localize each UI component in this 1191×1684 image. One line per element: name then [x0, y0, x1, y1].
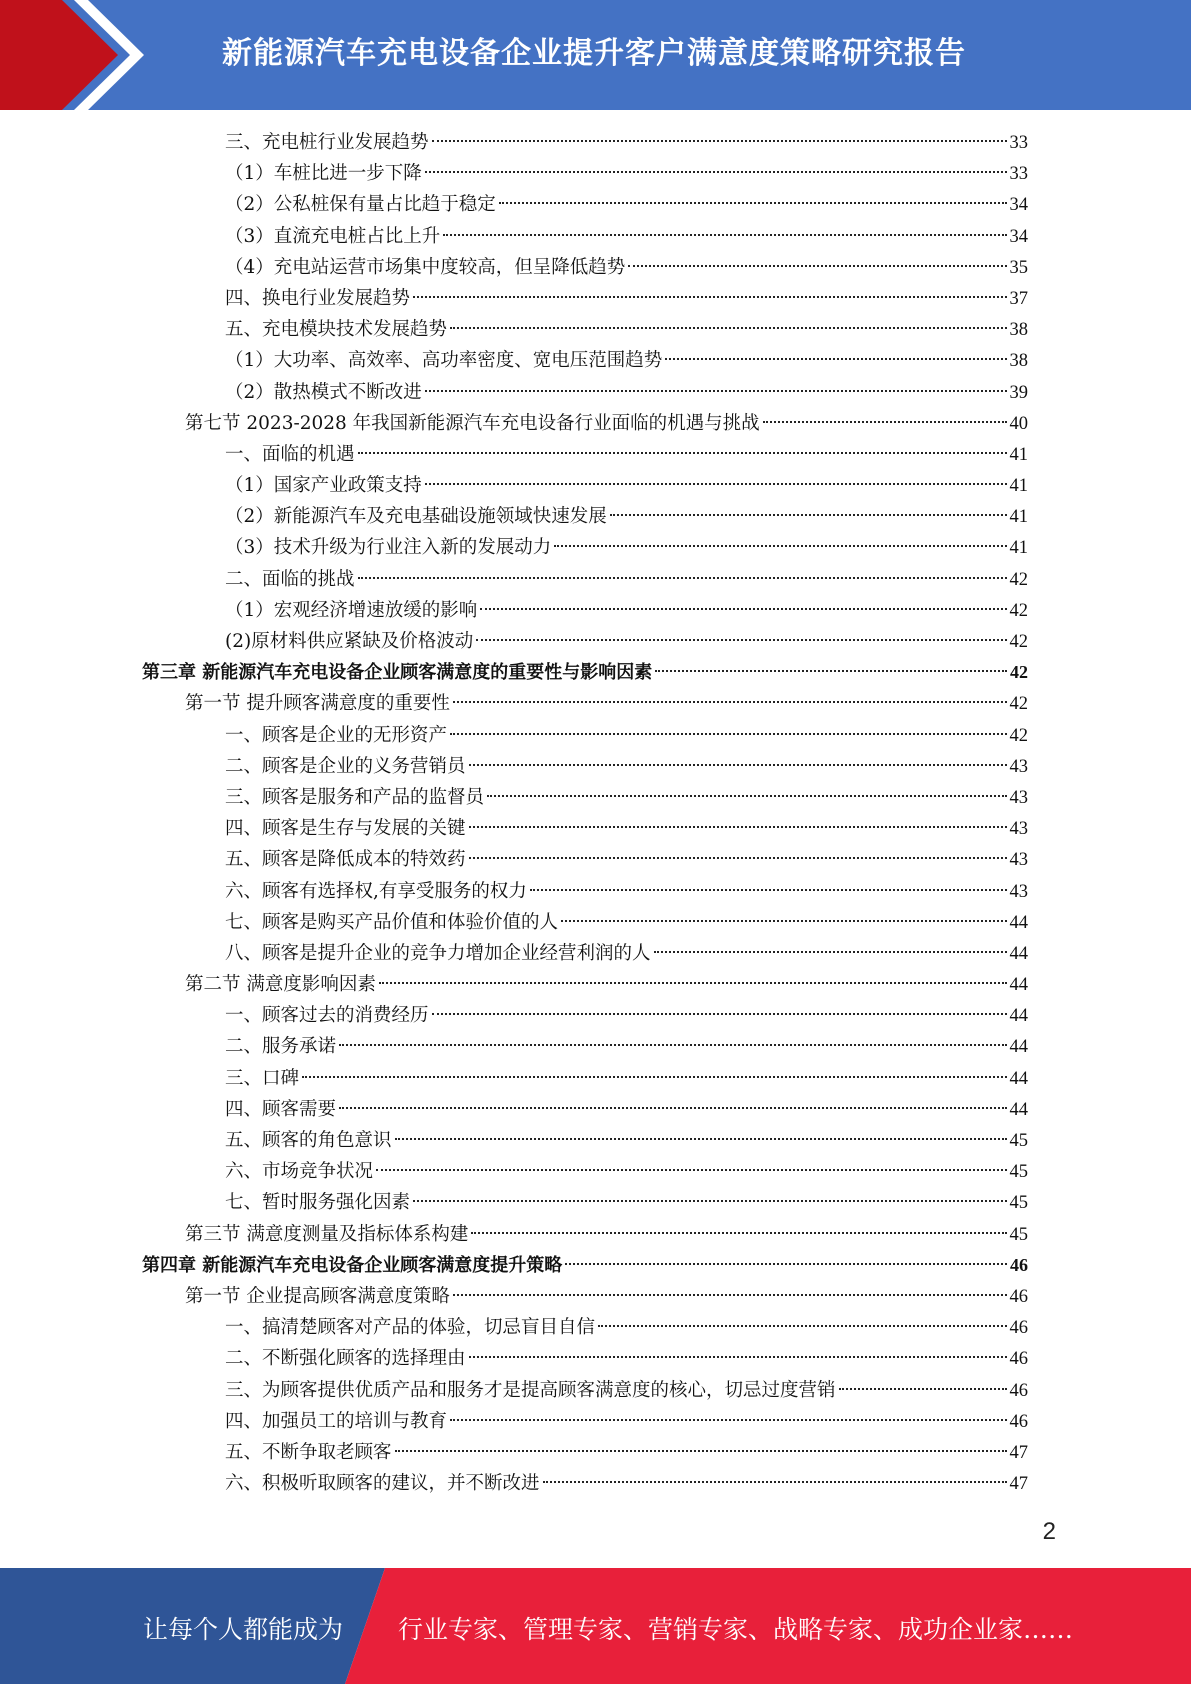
toc-dot-leader [543, 1481, 1007, 1483]
toc-entry-title: 一、面临的机遇 [225, 443, 355, 465]
toc-dot-leader [450, 327, 1006, 329]
toc-subsection-entry[interactable] [140, 1156, 1028, 1187]
toc-entry-title: 六、顾客有选择权,有享受服务的权力 [225, 880, 527, 902]
toc-entry-page-number: 45 [1009, 1162, 1028, 1183]
toc-entry-title: 五、不断争取老顾客 [225, 1441, 392, 1463]
toc-subsection-entry[interactable] [140, 626, 1028, 657]
footer-slogan-left: 让每个人都能成为 [143, 1615, 344, 1644]
toc-entry-page-number: 44 [1009, 943, 1028, 964]
toc-entry-page-number: 47 [1009, 1474, 1028, 1495]
toc-entry-page-number: 40 [1009, 413, 1028, 434]
toc-dot-leader [471, 1232, 1006, 1234]
toc-subsection-entry[interactable] [140, 782, 1028, 813]
toc-entry-page-number: 42 [1009, 694, 1028, 715]
toc-subsection-entry[interactable] [140, 1094, 1028, 1125]
toc-section-entry[interactable] [140, 1281, 1028, 1312]
toc-dot-leader [839, 1388, 1007, 1390]
toc-entry-title: 五、充电模块技术发展趋势 [225, 319, 448, 341]
toc-entry-title: 六、市场竞争状况 [225, 1161, 374, 1183]
toc-dot-leader [339, 1107, 1006, 1109]
toc-entry-title: （2）公私桩保有量占比趋于稳定 [225, 194, 496, 216]
toc-entry-title: 二、面临的挑战 [225, 568, 355, 590]
toc-dot-leader [598, 1325, 1006, 1327]
toc-dot-leader [443, 234, 1006, 236]
toc-dot-leader [530, 889, 1007, 891]
toc-dot-leader [480, 608, 1006, 610]
toc-subsection-entry[interactable] [140, 720, 1028, 751]
toc-entry-title: （1）宏观经济增速放缓的影响 [225, 599, 478, 621]
toc-entry-title: 七、暂时服务强化因素 [225, 1192, 411, 1214]
toc-entry-title: 第七节 2023-2028 年我国新能源汽车充电设备行业面临的机遇与挑战 [185, 412, 760, 434]
toc-entry-title: （1）大功率、高效率、高功率密度、宽电压范围趋势 [225, 350, 663, 372]
toc-entry-title: 一、顾客过去的消费经历 [225, 1005, 429, 1027]
toc-dot-leader [302, 1076, 1006, 1078]
toc-entry-title: 二、不断强化顾客的选择理由 [225, 1348, 466, 1370]
table-of-contents [140, 127, 1028, 1499]
toc-subsection-entry[interactable] [140, 595, 1028, 626]
toc-entry-page-number: 43 [1009, 756, 1028, 777]
toc-dot-leader [655, 670, 1007, 672]
toc-entry-title: 第三章 新能源汽车充电设备企业顾客满意度的重要性与影响因素 [142, 662, 653, 684]
toc-entry-page-number: 44 [1009, 975, 1028, 996]
toc-dot-leader [376, 1169, 1006, 1171]
toc-dot-leader [395, 1450, 1007, 1452]
toc-entry-page-number: 44 [1009, 1006, 1028, 1027]
toc-dot-leader [561, 920, 1006, 922]
toc-entry-title: (2)原材料供应紧缺及价格波动 [225, 631, 474, 652]
toc-entry-title: 四、加强员工的培训与教育 [225, 1410, 448, 1432]
toc-entry-title: 四、顾客是生存与发展的关键 [225, 818, 466, 840]
toc-entry-page-number: 44 [1009, 1037, 1028, 1058]
toc-entry-page-number: 41 [1009, 538, 1028, 559]
toc-entry-page-number: 42 [1009, 632, 1028, 652]
toc-entry-title: 五、顾客的角色意识 [225, 1130, 392, 1151]
toc-entry-page-number: 43 [1009, 819, 1028, 840]
toc-entry-title: （3）技术升级为行业注入新的发展动力 [225, 537, 552, 559]
toc-entry-title: （1）国家产业政策支持 [225, 475, 422, 497]
toc-subsection-entry[interactable] [140, 844, 1028, 875]
toc-entry-page-number: 45 [1009, 1224, 1028, 1245]
toc-entry-page-number: 46 [1009, 1411, 1028, 1432]
toc-entry-page-number: 43 [1009, 787, 1028, 808]
toc-chapter-entry[interactable] [140, 657, 1028, 688]
toc-entry-title: 三、为顾客提供优质产品和服务才是提高顾客满意度的核心，切忌过度营销 [225, 1379, 836, 1401]
toc-entry-page-number: 42 [1009, 725, 1028, 746]
toc-entry-title: 三、口碑 [225, 1067, 300, 1089]
toc-entry-title: （1）车桩比进一步下降 [225, 163, 422, 185]
toc-entry-page-number: 44 [1009, 1099, 1028, 1120]
toc-entry-page-number: 46 [1010, 1254, 1028, 1275]
toc-dot-leader [425, 390, 1007, 392]
toc-entry-page-number: 46 [1009, 1380, 1028, 1401]
toc-dot-leader [654, 951, 1007, 953]
toc-entry-title: 第三节 满意度测量及指标体系构建 [185, 1223, 469, 1245]
page-number: 2 [1042, 1518, 1056, 1545]
toc-subsection-entry[interactable] [140, 1406, 1028, 1437]
toc-entry-page-number: 44 [1009, 912, 1028, 933]
toc-entry-page-number: 45 [1009, 1193, 1028, 1214]
toc-subsection-entry[interactable] [140, 221, 1028, 252]
toc-subsection-entry[interactable] [140, 751, 1028, 782]
toc-section-entry[interactable] [140, 408, 1028, 439]
toc-entry-title: （3）直流充电桩占比上升 [225, 225, 441, 247]
toc-subsection-entry[interactable] [140, 1343, 1028, 1374]
toc-chapter-entry[interactable] [140, 1250, 1028, 1281]
toc-entry-page-number: 38 [1009, 320, 1028, 341]
toc-section-entry[interactable] [140, 969, 1028, 1000]
toc-dot-leader [413, 1200, 1006, 1202]
toc-dot-leader [339, 1044, 1006, 1046]
toc-subsection-entry[interactable] [140, 1031, 1028, 1062]
toc-dot-leader [628, 265, 1006, 267]
header-red-arrow-graphic [0, 0, 160, 110]
toc-dot-leader [453, 1294, 1007, 1296]
toc-dot-leader [665, 358, 1006, 360]
toc-entry-title: 二、顾客是企业的义务营销员 [225, 755, 466, 777]
toc-dot-leader [395, 1138, 1007, 1140]
toc-entry-title: 第四章 新能源汽车充电设备企业顾客满意度提升策略 [142, 1254, 563, 1276]
toc-subsection-entry[interactable] [140, 532, 1028, 563]
toc-subsection-entry[interactable] [140, 1468, 1028, 1499]
toc-dot-leader [565, 1263, 1007, 1265]
toc-subsection-entry[interactable] [140, 439, 1028, 470]
toc-dot-leader [499, 202, 1007, 204]
toc-dot-leader [469, 826, 1007, 828]
toc-dot-leader [487, 795, 1006, 797]
toc-dot-leader [450, 733, 1006, 735]
toc-subsection-entry[interactable] [140, 1125, 1028, 1156]
toc-dot-leader [358, 452, 1007, 454]
toc-entry-page-number: 42 [1009, 600, 1028, 621]
toc-section-entry[interactable] [140, 1219, 1028, 1250]
toc-subsection-entry[interactable] [140, 314, 1028, 345]
toc-subsection-entry[interactable] [140, 1312, 1028, 1343]
toc-dot-leader [469, 1356, 1007, 1358]
toc-dot-leader [476, 639, 1006, 641]
toc-subsection-entry[interactable] [140, 1000, 1028, 1031]
toc-dot-leader [432, 140, 1007, 142]
toc-entry-title: 第一节 提升顾客满意度的重要性 [185, 693, 450, 715]
toc-subsection-entry[interactable] [140, 283, 1028, 314]
toc-dot-leader [453, 701, 1007, 703]
toc-entry-page-number: 38 [1009, 351, 1028, 372]
toc-subsection-entry[interactable] [140, 876, 1028, 907]
toc-section-entry[interactable] [140, 688, 1028, 719]
toc-entry-title: 第二节 满意度影响因素 [185, 974, 376, 996]
toc-entry-page-number: 46 [1009, 1286, 1028, 1307]
toc-entry-page-number: 46 [1009, 1349, 1028, 1370]
toc-subsection-entry[interactable] [140, 1063, 1028, 1094]
toc-entry-title: 四、顾客需要 [225, 1098, 337, 1120]
toc-entry-title: 八、顾客是提升企业的竞争力增加企业经营利润的人 [225, 942, 651, 964]
toc-subsection-entry[interactable] [140, 158, 1028, 189]
toc-subsection-entry[interactable] [140, 377, 1028, 408]
toc-dot-leader [469, 857, 1007, 859]
toc-subsection-entry[interactable] [140, 127, 1028, 158]
toc-entry-title: （2）新能源汽车及充电基础设施领域快速发展 [225, 506, 607, 528]
toc-subsection-entry[interactable] [140, 1187, 1028, 1218]
toc-entry-title: 一、顾客是企业的无形资产 [225, 724, 448, 746]
toc-subsection-entry[interactable] [140, 564, 1028, 595]
toc-entry-title: 二、服务承诺 [225, 1036, 337, 1058]
toc-entry-page-number: 39 [1009, 382, 1028, 403]
toc-entry-title: 四、换电行业发展趋势 [225, 287, 411, 309]
toc-dot-leader [413, 296, 1006, 298]
toc-entry-page-number: 41 [1009, 476, 1028, 497]
toc-dot-leader [358, 577, 1007, 579]
toc-subsection-entry[interactable] [140, 1375, 1028, 1406]
toc-entry-title: 六、积极听取顾客的建议，并不断改进 [225, 1473, 540, 1495]
toc-entry-title: 五、顾客是降低成本的特效药 [225, 849, 466, 871]
toc-entry-page-number: 44 [1009, 1068, 1028, 1089]
toc-entry-title: 第一节 企业提高顾客满意度策略 [185, 1285, 450, 1307]
toc-entry-page-number: 45 [1009, 1131, 1028, 1151]
toc-entry-title: （4）充电站运营市场集中度较高，但呈降低趋势 [225, 256, 626, 278]
toc-entry-page-number: 42 [1009, 569, 1028, 590]
toc-entry-page-number: 41 [1009, 444, 1028, 465]
toc-entry-page-number: 33 [1009, 164, 1028, 185]
toc-subsection-entry[interactable] [140, 189, 1028, 220]
document-title: 新能源汽车充电设备企业提升客户满意度策略研究报告 [222, 36, 966, 71]
toc-subsection-entry[interactable] [140, 907, 1028, 938]
toc-entry-page-number: 34 [1009, 195, 1028, 216]
toc-entry-title: 七、顾客是购买产品价值和体验价值的人 [225, 911, 559, 933]
footer-slogan-right: 行业专家、管理专家、营销专家、战略专家、成功企业家…… [398, 1615, 1074, 1644]
toc-dot-leader [425, 171, 1007, 173]
toc-dot-leader [763, 421, 1007, 423]
toc-entry-page-number: 43 [1009, 850, 1028, 871]
toc-dot-leader [425, 483, 1007, 485]
toc-entry-page-number: 47 [1009, 1442, 1028, 1463]
toc-entry-page-number: 42 [1010, 662, 1028, 683]
page-header [0, 0, 1191, 110]
toc-entry-title: （2）散热模式不断改进 [225, 381, 422, 403]
toc-dot-leader [469, 764, 1007, 766]
toc-dot-leader [554, 545, 1006, 547]
toc-entry-title: 三、充电桩行业发展趋势 [225, 132, 429, 153]
toc-entry-page-number: 33 [1009, 133, 1028, 153]
toc-subsection-entry[interactable] [140, 813, 1028, 844]
toc-entry-page-number: 34 [1009, 226, 1028, 247]
toc-subsection-entry[interactable] [140, 938, 1028, 969]
page-footer [0, 1568, 1191, 1684]
toc-subsection-entry[interactable] [140, 470, 1028, 501]
toc-subsection-entry[interactable] [140, 345, 1028, 376]
toc-dot-leader [379, 982, 1007, 984]
toc-entry-title: 三、顾客是服务和产品的监督员 [225, 786, 485, 808]
toc-subsection-entry[interactable] [140, 1437, 1028, 1468]
toc-dot-leader [432, 1013, 1007, 1015]
toc-entry-page-number: 46 [1009, 1318, 1028, 1339]
toc-entry-page-number: 35 [1009, 257, 1028, 278]
toc-entry-page-number: 43 [1009, 881, 1028, 902]
toc-entry-page-number: 41 [1009, 507, 1028, 528]
toc-dot-leader [610, 514, 1007, 516]
toc-dot-leader [450, 1419, 1006, 1421]
toc-subsection-entry[interactable] [140, 252, 1028, 283]
toc-entry-title: 一、搞清楚顾客对产品的体验，切忌盲目自信 [225, 1317, 596, 1339]
toc-subsection-entry[interactable] [140, 501, 1028, 532]
toc-entry-page-number: 37 [1009, 288, 1028, 309]
